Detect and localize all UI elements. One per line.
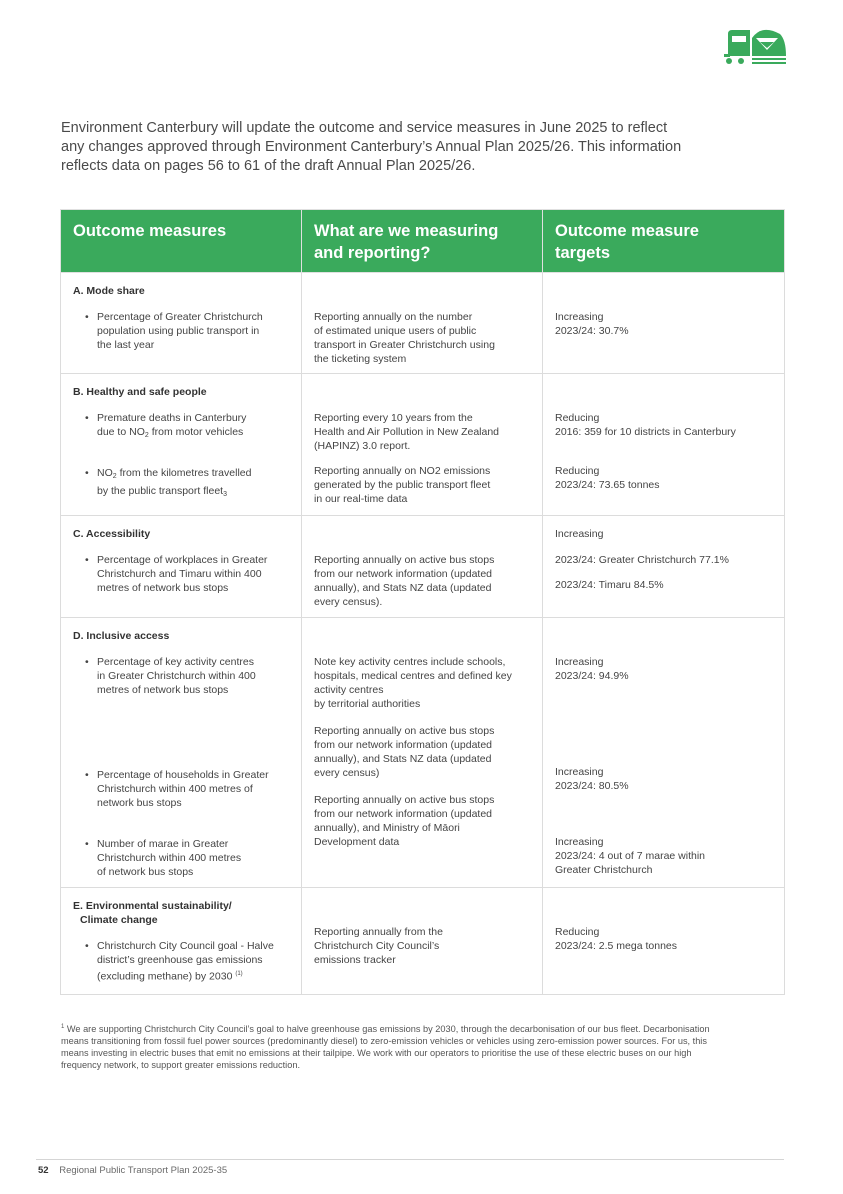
footnote: $^1$ We are supporting Christchurch City Council’s goal to halve greenhouse gas emissions by 2030, through the decarbonisation of our bus fleet. Decarbonisation means transitioning from fossil fuel power sources (predominantly diesel) to zero-emission vehicles or vehicles using zero-emission power sources. For us, this means investing in electric buses that emit no emissions at their tailpipe. We work with our operators to prioritise the use of these electric buses on our high frequency network, to support greater emissions reduction. bbox=[61, 1024, 710, 1071]
target-c-head: Increasing bbox=[555, 528, 604, 540]
intro-line-1: Environment Canterbury will update the outcome and service measures in June 2025 to reflect bbox=[61, 120, 668, 136]
section-title-d: D. Inclusive access bbox=[73, 630, 170, 642]
reporting-e1: Reporting annually from the Christchurch City Council’s emissions tracker bbox=[314, 926, 443, 966]
measure-b2: • $NO_2$ from the kilometres travelled by the public transport fleet$_3$ bbox=[73, 466, 289, 502]
intro-paragraph bbox=[61, 119, 751, 176]
target-a1: Increasing 2023/24: 30.7% bbox=[555, 311, 629, 337]
target-d2: Increasing 2023/24: 80.5% bbox=[555, 766, 629, 792]
target-d3: Increasing 2023/24: 4 out of 7 marae within Greater Christchurch bbox=[555, 836, 706, 876]
measure-d3: • Number of marae in Greater Christchurch within 400 metres of network bus stops bbox=[73, 837, 289, 879]
section-title-e: E. Environmental sustainability/ Climate change bbox=[73, 900, 232, 926]
header-targets: Outcome measure targets bbox=[543, 210, 785, 273]
reporting-c1: Reporting annually on active bus stops from our network information (updated annually), and Stats NZ data (updated every census). bbox=[314, 554, 495, 608]
target-c1: 2023/24: Greater Christchurch 77.1% bbox=[555, 554, 729, 566]
table-header-row bbox=[61, 210, 785, 273]
table-row-accessibility bbox=[61, 516, 785, 618]
reporting-d1: Note key activity centres include schools, hospitals, medical centres and defined key activity centres by territorial authorities bbox=[314, 656, 512, 710]
reporting-b2: Reporting annually on NO2 emissions generated by the public transport fleet in our real-time data bbox=[314, 465, 491, 505]
page-number: 52 bbox=[38, 1165, 49, 1176]
table-row-inclusive-access bbox=[61, 618, 785, 888]
header-outcome-measures: Outcome measures bbox=[61, 210, 302, 273]
transport-plan-logo-icon bbox=[722, 26, 788, 68]
footer-divider bbox=[36, 1159, 784, 1160]
reporting-a1: Reporting annually on the number of estimated unique users of public transport in Greater Christchurch using the ticketing system bbox=[314, 311, 495, 365]
intro-line-2: any changes approved through Environment Canterbury’s Annual Plan 2025/26. This information bbox=[61, 139, 682, 155]
measure-e1: • Christchurch City Council goal - Halve district’s greenhouse gas emissions (excluding methane) by 2030 $^{(1)}$ bbox=[73, 939, 289, 984]
section-title-a: A. Mode share bbox=[73, 285, 145, 297]
table-row-mode-share bbox=[61, 273, 785, 374]
section-title-c: C. Accessibility bbox=[73, 528, 151, 540]
document-title: Regional Public Transport Plan 2025-35 bbox=[59, 1165, 228, 1176]
section-title-b: B. Healthy and safe people bbox=[73, 386, 207, 398]
footnote-marker: 1 bbox=[61, 1024, 65, 1030]
header-what-measuring: What are we measuring and reporting? bbox=[302, 210, 543, 273]
reporting-d3: Reporting annually on active bus stops from our network information (updated annually), and Ministry of Māori Development data bbox=[314, 794, 495, 848]
page-footer bbox=[38, 1165, 227, 1176]
table-row-healthy-safe bbox=[61, 374, 785, 516]
target-c2: 2023/24: Timaru 84.5% bbox=[555, 579, 664, 591]
measure-d1: • Percentage of key activity centres in Greater Christchurch within 400 metres of network bus stops bbox=[73, 655, 289, 697]
target-b2: Reducing 2023/24: 73.65 tonnes bbox=[555, 465, 660, 491]
target-b1: Reducing 2016: 359 for 10 districts in Canterbury bbox=[555, 412, 736, 438]
table-row-environmental bbox=[61, 888, 785, 995]
measure-d2: • Percentage of households in Greater Christchurch within 400 metres of network bus stops bbox=[73, 768, 289, 810]
outcome-measures-table bbox=[60, 209, 785, 995]
target-d1: Increasing 2023/24: 94.9% bbox=[555, 656, 629, 682]
reporting-b1: Reporting every 10 years from the Health and Air Pollution in New Zealand (HAPINZ) 3.0 report. bbox=[314, 412, 500, 452]
measure-b1: • Premature deaths in Canterbury due to $NO_2$ from motor vehicles bbox=[73, 411, 289, 443]
measure-a1: • Percentage of Greater Christchurch population using public transport in the last year bbox=[73, 310, 289, 352]
measure-c1: • Percentage of workplaces in Greater Christchurch and Timaru within 400 metres of network bus stops bbox=[73, 553, 289, 595]
target-e1: Reducing 2023/24: 2.5 mega tonnes bbox=[555, 926, 678, 952]
intro-line-3: reflects data on pages 56 to 61 of the draft Annual Plan 2025/26. bbox=[61, 158, 476, 174]
reporting-d2: Reporting annually on active bus stops from our network information (updated annually), and Stats NZ data (updated every census) bbox=[314, 725, 495, 779]
